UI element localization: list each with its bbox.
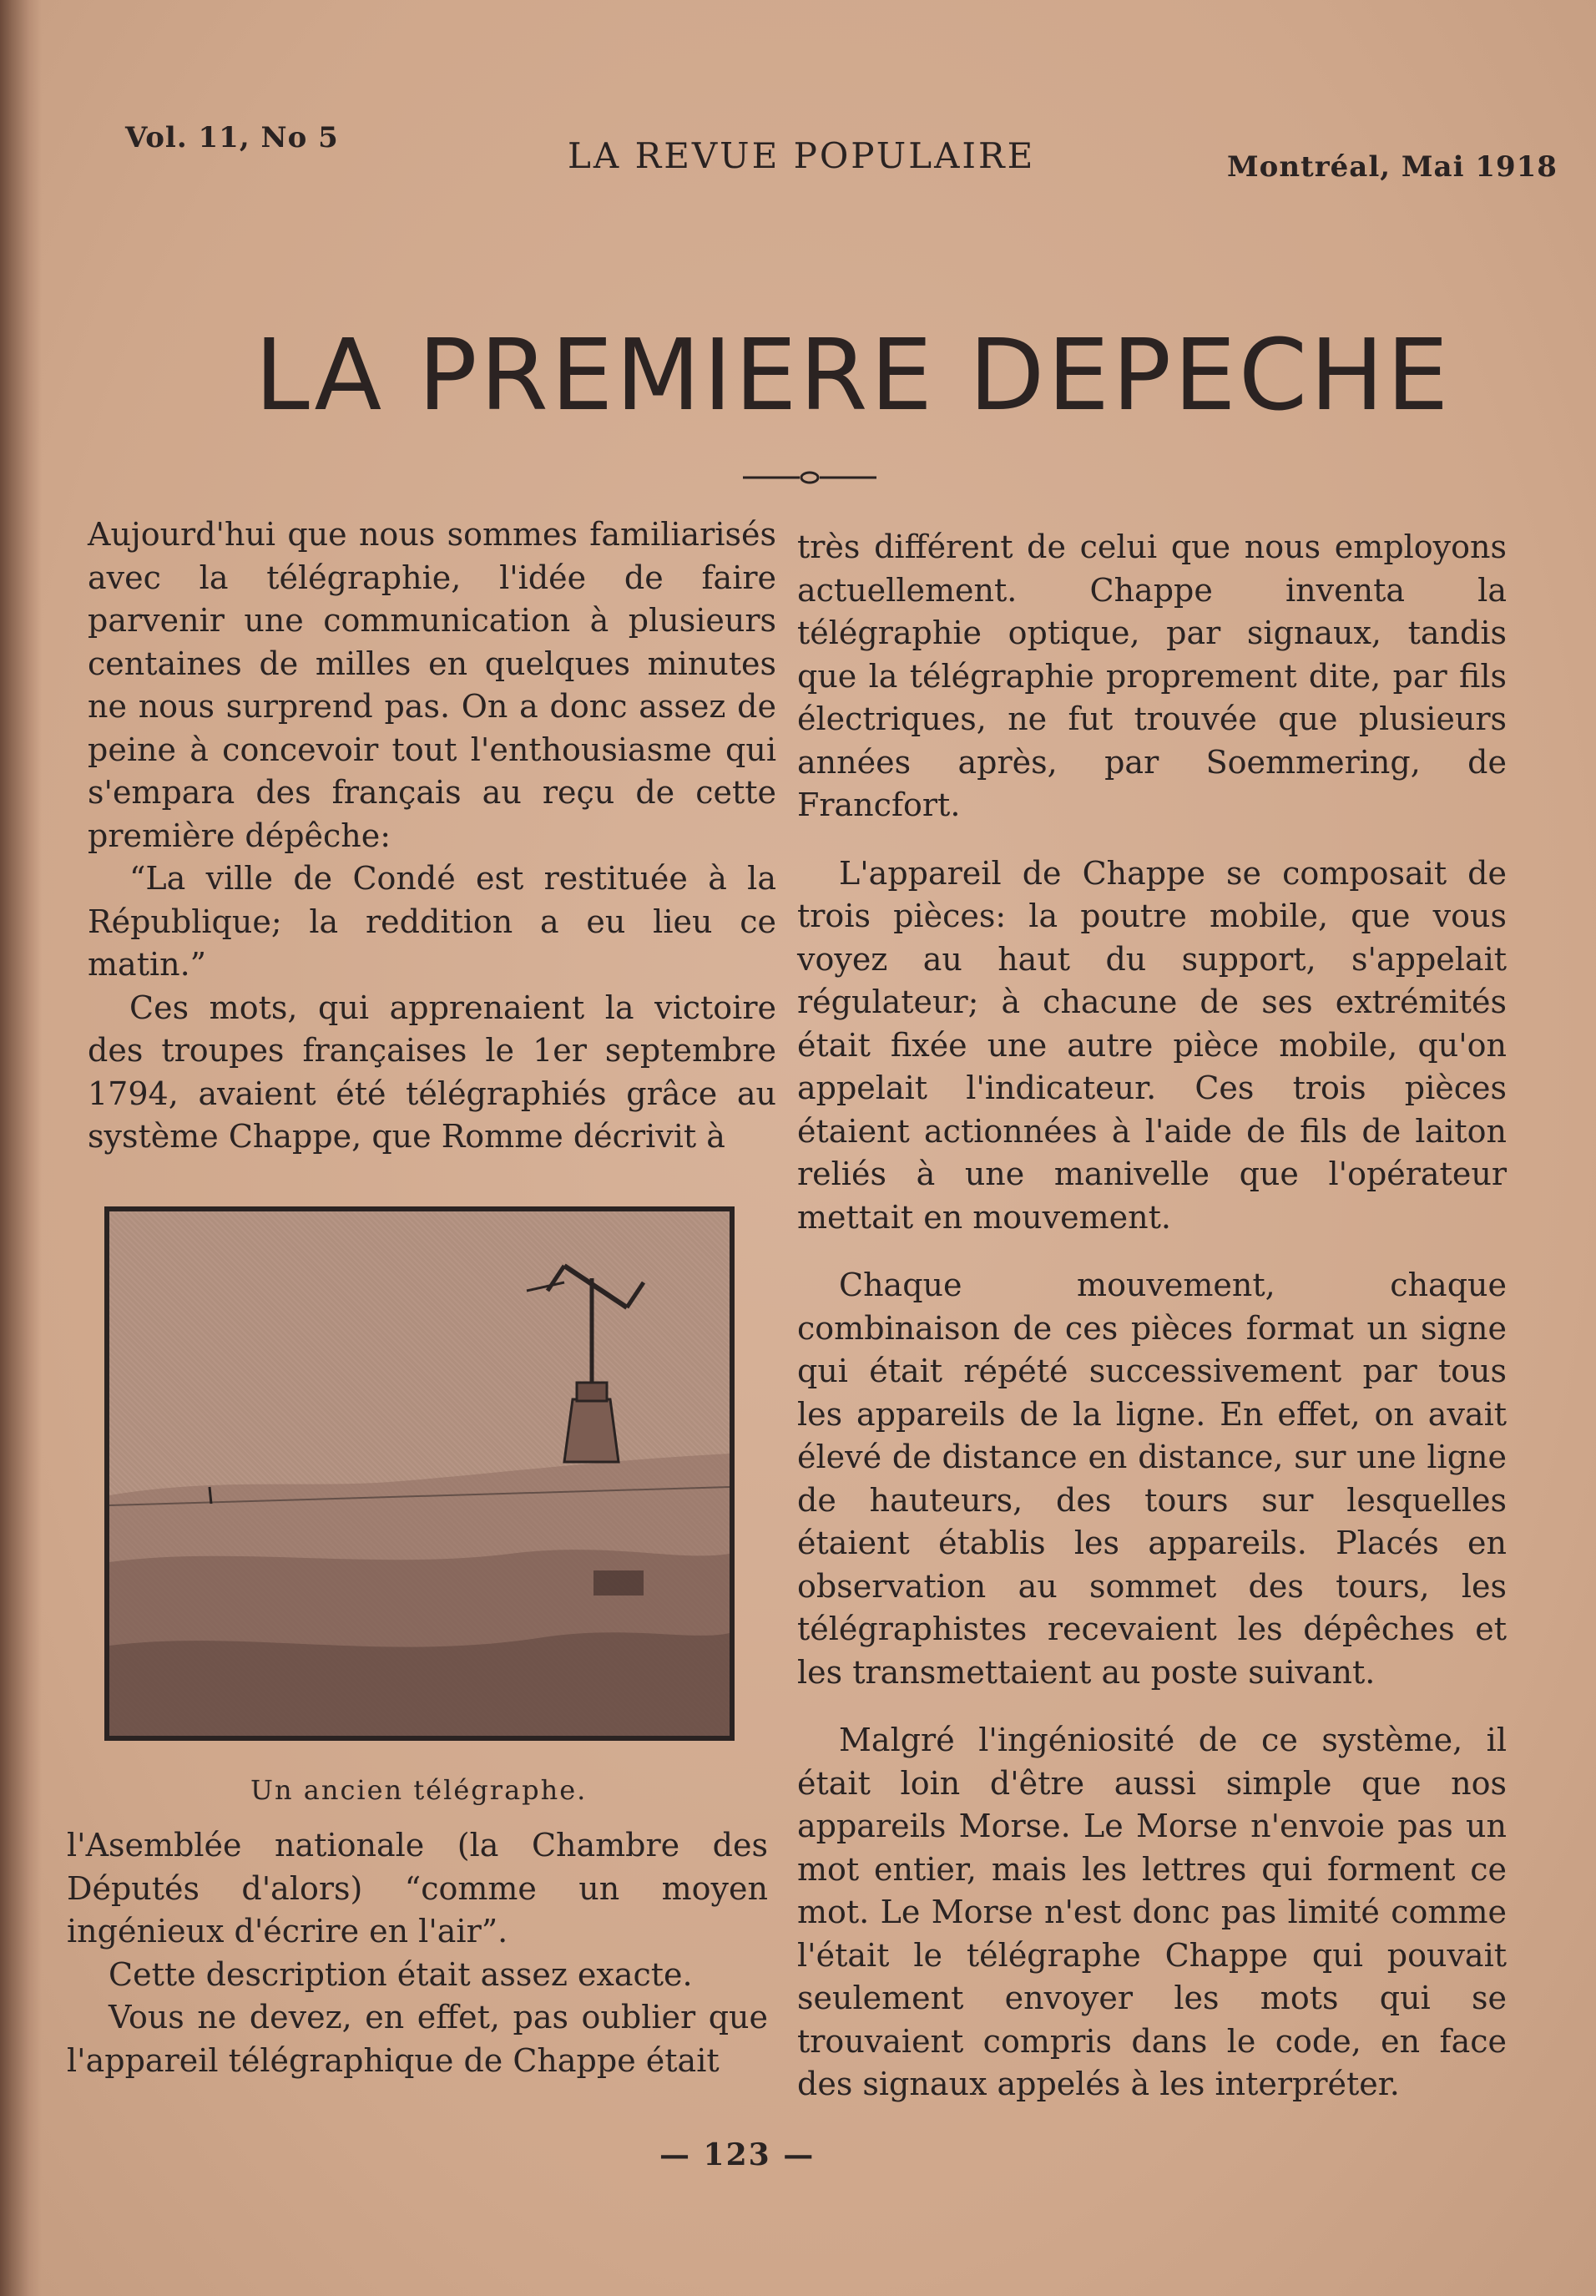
paragraph-appareil-intro: Vous ne devez, en effet, pas oublier que l'appareil télégraphique de Chappe était — [67, 1999, 768, 2079]
paragraph-morse: Malgré l'ingéniosité de ce système, il était loin d'être aussi simple que nos appareils Morse. Le Morse n'envoie pas un mot entier, mais les lettres qui forment ce mot. Le Morse n'est donc pas limité comme l'était le télégraphe Chappe qui pouvait seulement envoyer les mots qui se trouvaient compris dans le code, en face des signaux appelés à les interpréter. — [797, 1722, 1507, 2102]
header-place-date: Montréal, Mai 1918 — [1227, 150, 1558, 184]
paragraph-description: Cette description était assez exacte. — [109, 1955, 693, 1993]
left-column-bottom — [67, 1824, 768, 2082]
right-column — [797, 526, 1507, 2106]
paragraph-quote: “La ville de Condé est restituée à la République; la reddition a eu lieu ce matin.” — [88, 860, 776, 983]
paragraph-mouvement: Chaque mouvement, chaque combinaison de ces pièces format un signe qui était répété successivement par tous les appareils de la ligne. En effet, on avait élevé de distance en distance, sur une ligne de hauteurs, des tours sur lesquelles étaient établis les appareils. Placés en observation au sommet des tours, les télégraphistes recevaient les dépêches et les transmettaient au poste suivant. — [797, 1267, 1507, 1691]
paragraph-intro: Aujourd'hui que nous sommes familiarisés avec la télégraphie, l'idée de faire parvenir une communication à plusieurs centaines de milles en quelques minutes ne nous surprend pas. On a donc assez de peine à concevoir tout l'enthousiasme qui s'empara des français au reçu de cette première dépêche: — [88, 516, 776, 854]
ornament-divider — [743, 468, 876, 488]
telegraph-drawing — [109, 1211, 730, 1736]
article-title: LA PREMIERE DEPECHE — [255, 317, 1452, 432]
page-number: — 123 — — [659, 2137, 816, 2172]
paragraph-victory: Ces mots, qui apprenaient la victoire des troupes françaises le 1er septembre 1794, avaient été télégraphiés grâce au système Chappe, que Romme décrivit à — [88, 989, 776, 1155]
figure-caption: Un ancien télégraphe. — [250, 1774, 588, 1806]
telegraph-illustration — [104, 1206, 735, 1741]
paragraph-appareil-chappe: L'appareil de Chappe se composait de trois pièces: la poutre mobile, que vous voyez au haut du support, s'appelait régulateur; à chacune de ses extrémités était fixée une autre pièce mobile, qu'on appelait l'indicateur. Ces trois pièces étaient actionnées à l'aide de fils de laiton reliés à une manivelle que l'opérateur mettait en mouvement. — [797, 854, 1507, 1236]
page-binding-edge — [0, 0, 42, 2296]
header-volume: Vol. 11, No 5 — [125, 121, 339, 154]
paragraph-chappe-optique: très différent de celui que nous employons actuellement. Chappe inventa la télégraphie optique, par signaux, tandis que la télégraphie proprement dite, par fils électriques, ne fut trouvée que plusieurs années après, par Soemmering, de Francfort. — [797, 528, 1507, 823]
header-publication: LA REVUE POPULAIRE — [568, 135, 1036, 176]
paragraph-assemblee: l'Asemblée nationale (la Chambre des Députés d'alors) “comme un moyen ingénieux d'écrire en l'air”. — [67, 1827, 768, 1950]
left-column-top — [88, 513, 776, 1159]
